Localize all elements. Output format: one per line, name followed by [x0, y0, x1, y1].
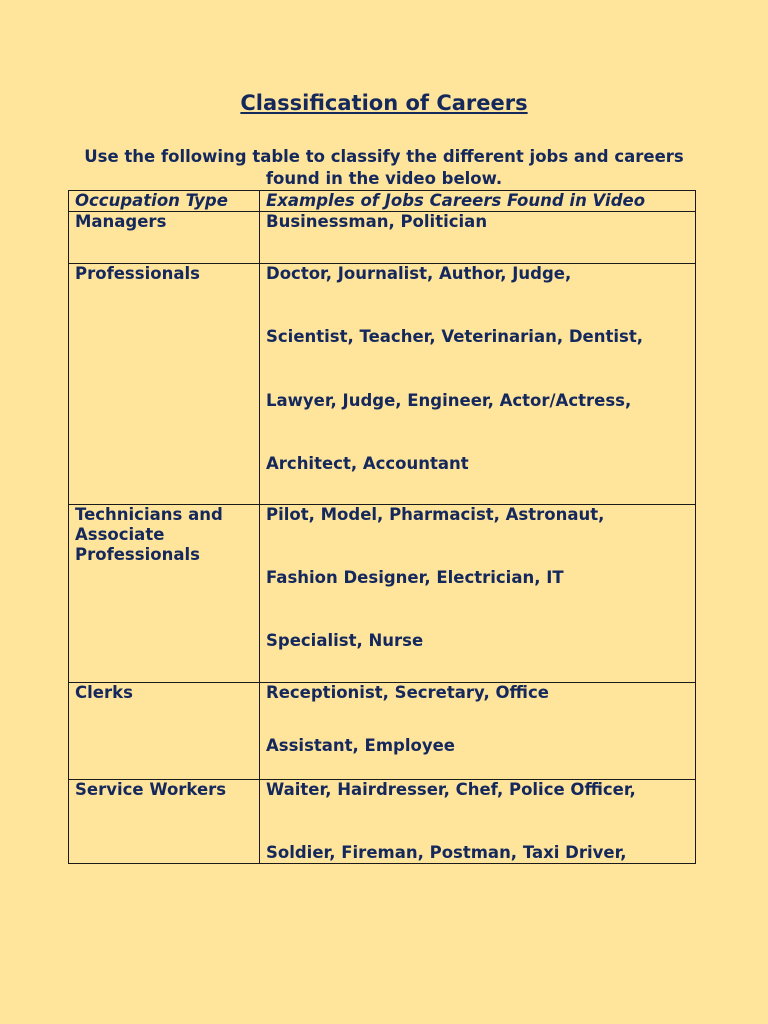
table-row: [69, 212, 696, 264]
example-line: Soldier, Fireman, Postman, Taxi Driver,: [266, 843, 627, 862]
header-occupation-type: Occupation Type: [69, 191, 260, 212]
example-line: Specialist, Nurse: [266, 631, 424, 650]
instructions: Use the following table to classify the different jobs and careers found in the video below.: [84, 147, 684, 188]
occupation-type-cell: Professionals: [69, 264, 260, 505]
occupation-type-cell: Service Workers: [69, 780, 260, 864]
examples-cell: [260, 780, 696, 864]
occupation-type-cell: Technicians and Associate Professionals: [69, 505, 260, 683]
occupation-type-cell: Managers: [69, 212, 260, 264]
header-examples: Examples of Jobs Careers Found in Video: [260, 191, 696, 212]
table-header-row: [69, 191, 696, 212]
example-line: Businessman, Politician: [266, 212, 488, 231]
examples-cell: [260, 505, 696, 683]
example-line: Receptionist, Secretary, Office: [266, 683, 549, 702]
example-line: Waiter, Hairdresser, Chef, Police Officer,: [266, 780, 636, 799]
table-row: [69, 264, 696, 505]
occupation-type-cell: Clerks: [69, 683, 260, 780]
example-line: Scientist, Teacher, Veterinarian, Dentist,: [266, 327, 644, 346]
example-line: Lawyer, Judge, Engineer, Actor/Actress,: [266, 391, 632, 410]
table-row: [69, 505, 696, 683]
examples-cell: [260, 212, 696, 264]
example-line: Doctor, Journalist, Author, Judge,: [266, 264, 572, 283]
table-row: [69, 780, 696, 864]
examples-cell: [260, 264, 696, 505]
example-line: Assistant, Employee: [266, 736, 455, 755]
table-row: [69, 683, 696, 780]
example-line: Architect, Accountant: [266, 454, 469, 473]
examples-cell: [260, 683, 696, 780]
page-title: Classification of Careers: [240, 91, 528, 115]
example-line: Pilot, Model, Pharmacist, Astronaut,: [266, 505, 605, 524]
careers-table: [68, 190, 696, 864]
example-line: Fashion Designer, Electrician, IT: [266, 568, 564, 587]
